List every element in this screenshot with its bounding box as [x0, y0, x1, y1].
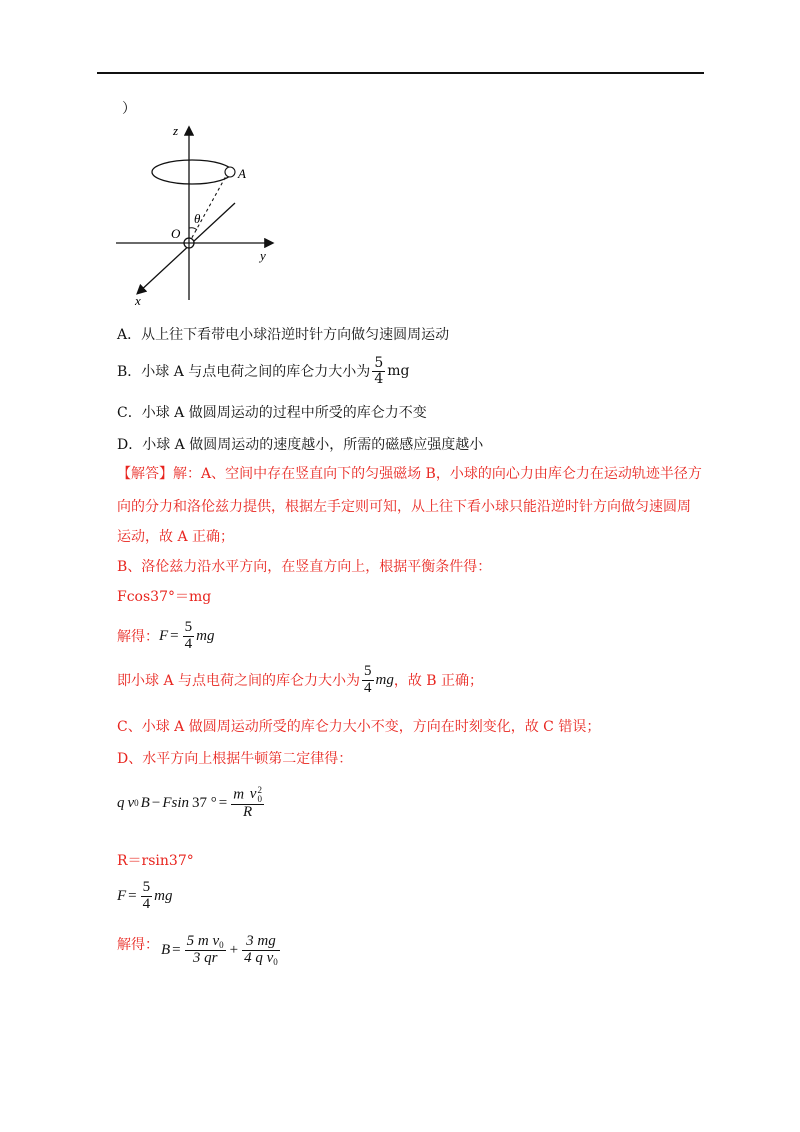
option-a: A．从上往下看带电小球沿逆时针方向做匀速圆周运动: [117, 327, 450, 343]
equation-fcos: Fcos37°＝mg: [117, 589, 212, 605]
option-d: D．小球 A 做圆周运动的速度越小，所需的磁感应强度越小: [117, 437, 484, 453]
solution-line-7: D、水平方向上根据牛顿第二定律得：: [117, 751, 353, 767]
fraction-denominator: 4: [364, 679, 372, 696]
eq3-minus: −: [151, 794, 161, 811]
eq3-fsin: Fsin: [162, 794, 189, 811]
eq6-plus: +: [229, 942, 239, 959]
eq6-d2-subscript: 0: [273, 956, 278, 967]
solution-line-6: C、小球 A 做圆周运动所受的库仑力大小不变，方向在时刻变化，故 C 错误；: [117, 719, 601, 735]
eq6-denominator-2: [242, 950, 280, 967]
eq6-fraction-2: [242, 934, 280, 967]
newton-equation: [117, 786, 266, 821]
solve-label: 解得：: [117, 629, 159, 646]
eq6-lhs: B: [161, 942, 171, 959]
eq2-fraction: [183, 620, 195, 653]
eq6-numerator-2: 3 mg: [246, 933, 276, 949]
eq3-superscript: 2: [257, 785, 262, 795]
eq5-fraction: [141, 880, 153, 913]
line5-fraction: [362, 664, 374, 697]
option-b-text: B．小球 A 与点电荷之间的库仑力大小为: [117, 364, 371, 381]
eq3-denominator: R: [231, 804, 264, 821]
eq3-num-m: m: [233, 786, 245, 803]
header-rule: [97, 72, 704, 74]
solution-line-1: 【解答】解：A、空间中存在竖直向下的匀强磁场 B，小球的向心力由库仑力在运动轨迹半径方: [117, 466, 702, 482]
line5-mg: mg: [375, 671, 394, 688]
eq3-b: B: [140, 794, 150, 811]
option-b-tail: mg: [387, 363, 410, 380]
eq6-equals: =: [172, 942, 181, 959]
eq3-num-v: v: [249, 786, 257, 803]
eq2-tail: mg: [196, 627, 215, 644]
fraction-numerator: 5: [364, 663, 372, 679]
eq6-fraction-1: [185, 934, 226, 967]
eq3-subscript: 0: [257, 794, 262, 804]
eq3-degree: 37 °: [191, 794, 217, 811]
fraction-denominator: 4: [374, 370, 384, 387]
final-equation: [161, 934, 282, 967]
paren-fragment: ）: [122, 101, 136, 117]
eq3-supsub: [257, 786, 262, 804]
solve-f-row: [117, 620, 214, 653]
fraction-denominator: 4: [184, 635, 193, 652]
fraction-numerator: 5: [142, 879, 151, 895]
equation-r: R＝rsin37°: [117, 853, 194, 869]
line5-prefix: 即小球 A 与点电荷之间的库仑力大小为: [117, 673, 361, 690]
final-answer-row: [117, 934, 282, 967]
eq3-numerator: [231, 786, 264, 804]
eq2-equals: =: [170, 627, 179, 644]
fraction-numerator: 5: [374, 355, 384, 371]
equation-f: [117, 880, 172, 913]
ball-a: [225, 167, 235, 177]
option-b-fraction: [372, 356, 385, 386]
eq6-n1: 5 m v: [186, 933, 220, 949]
label-theta: θ: [194, 211, 201, 226]
eq3-fraction: [231, 786, 264, 821]
eq3-equals: =: [218, 794, 228, 811]
label-y: y: [260, 248, 266, 263]
eq5-tail: mg: [154, 887, 173, 904]
label-x: x: [135, 293, 141, 308]
option-b: [117, 356, 409, 386]
orbit-ellipse: [152, 160, 232, 184]
physics-diagram: [110, 120, 290, 310]
eq6-n1-subscript: 0: [219, 940, 224, 950]
label-a: A: [238, 166, 246, 181]
eq5-equals: =: [128, 887, 137, 904]
eq6-denominator-1: 3 qr: [185, 950, 226, 967]
solution-line-3: 运动，故 A 正确；: [117, 529, 235, 545]
final-label: 解得：: [117, 937, 159, 953]
line5-suffix: ，故 B 正确；: [393, 673, 484, 690]
eq6-d2: 4 q v: [244, 949, 274, 966]
eq3-v-subscript: 0: [134, 798, 139, 809]
option-c: C．小球 A 做圆周运动的过程中所受的库仑力不变: [117, 405, 427, 421]
solution-line-2: 向的分力和洛伦兹力提供，根据左手定则可知，从上往下看小球只能沿逆时针方向做匀速圆周: [117, 499, 691, 515]
eq3-q: q: [117, 794, 125, 811]
label-z: z: [173, 123, 179, 138]
eq2-lhs: F: [159, 627, 169, 644]
label-o: O: [171, 226, 181, 241]
dashed-oa: [189, 176, 226, 243]
fraction-denominator: 4: [142, 895, 151, 912]
eq3-v: v: [127, 794, 135, 811]
solution-line-4: B、洛伦兹力沿水平方向，在竖直方向上，根据平衡条件得：: [117, 559, 492, 575]
solution-line-5: [117, 664, 483, 697]
fraction-numerator: 5: [184, 619, 193, 635]
eq6-numerator-1: [185, 934, 226, 950]
eq5-lhs: F: [117, 887, 127, 904]
